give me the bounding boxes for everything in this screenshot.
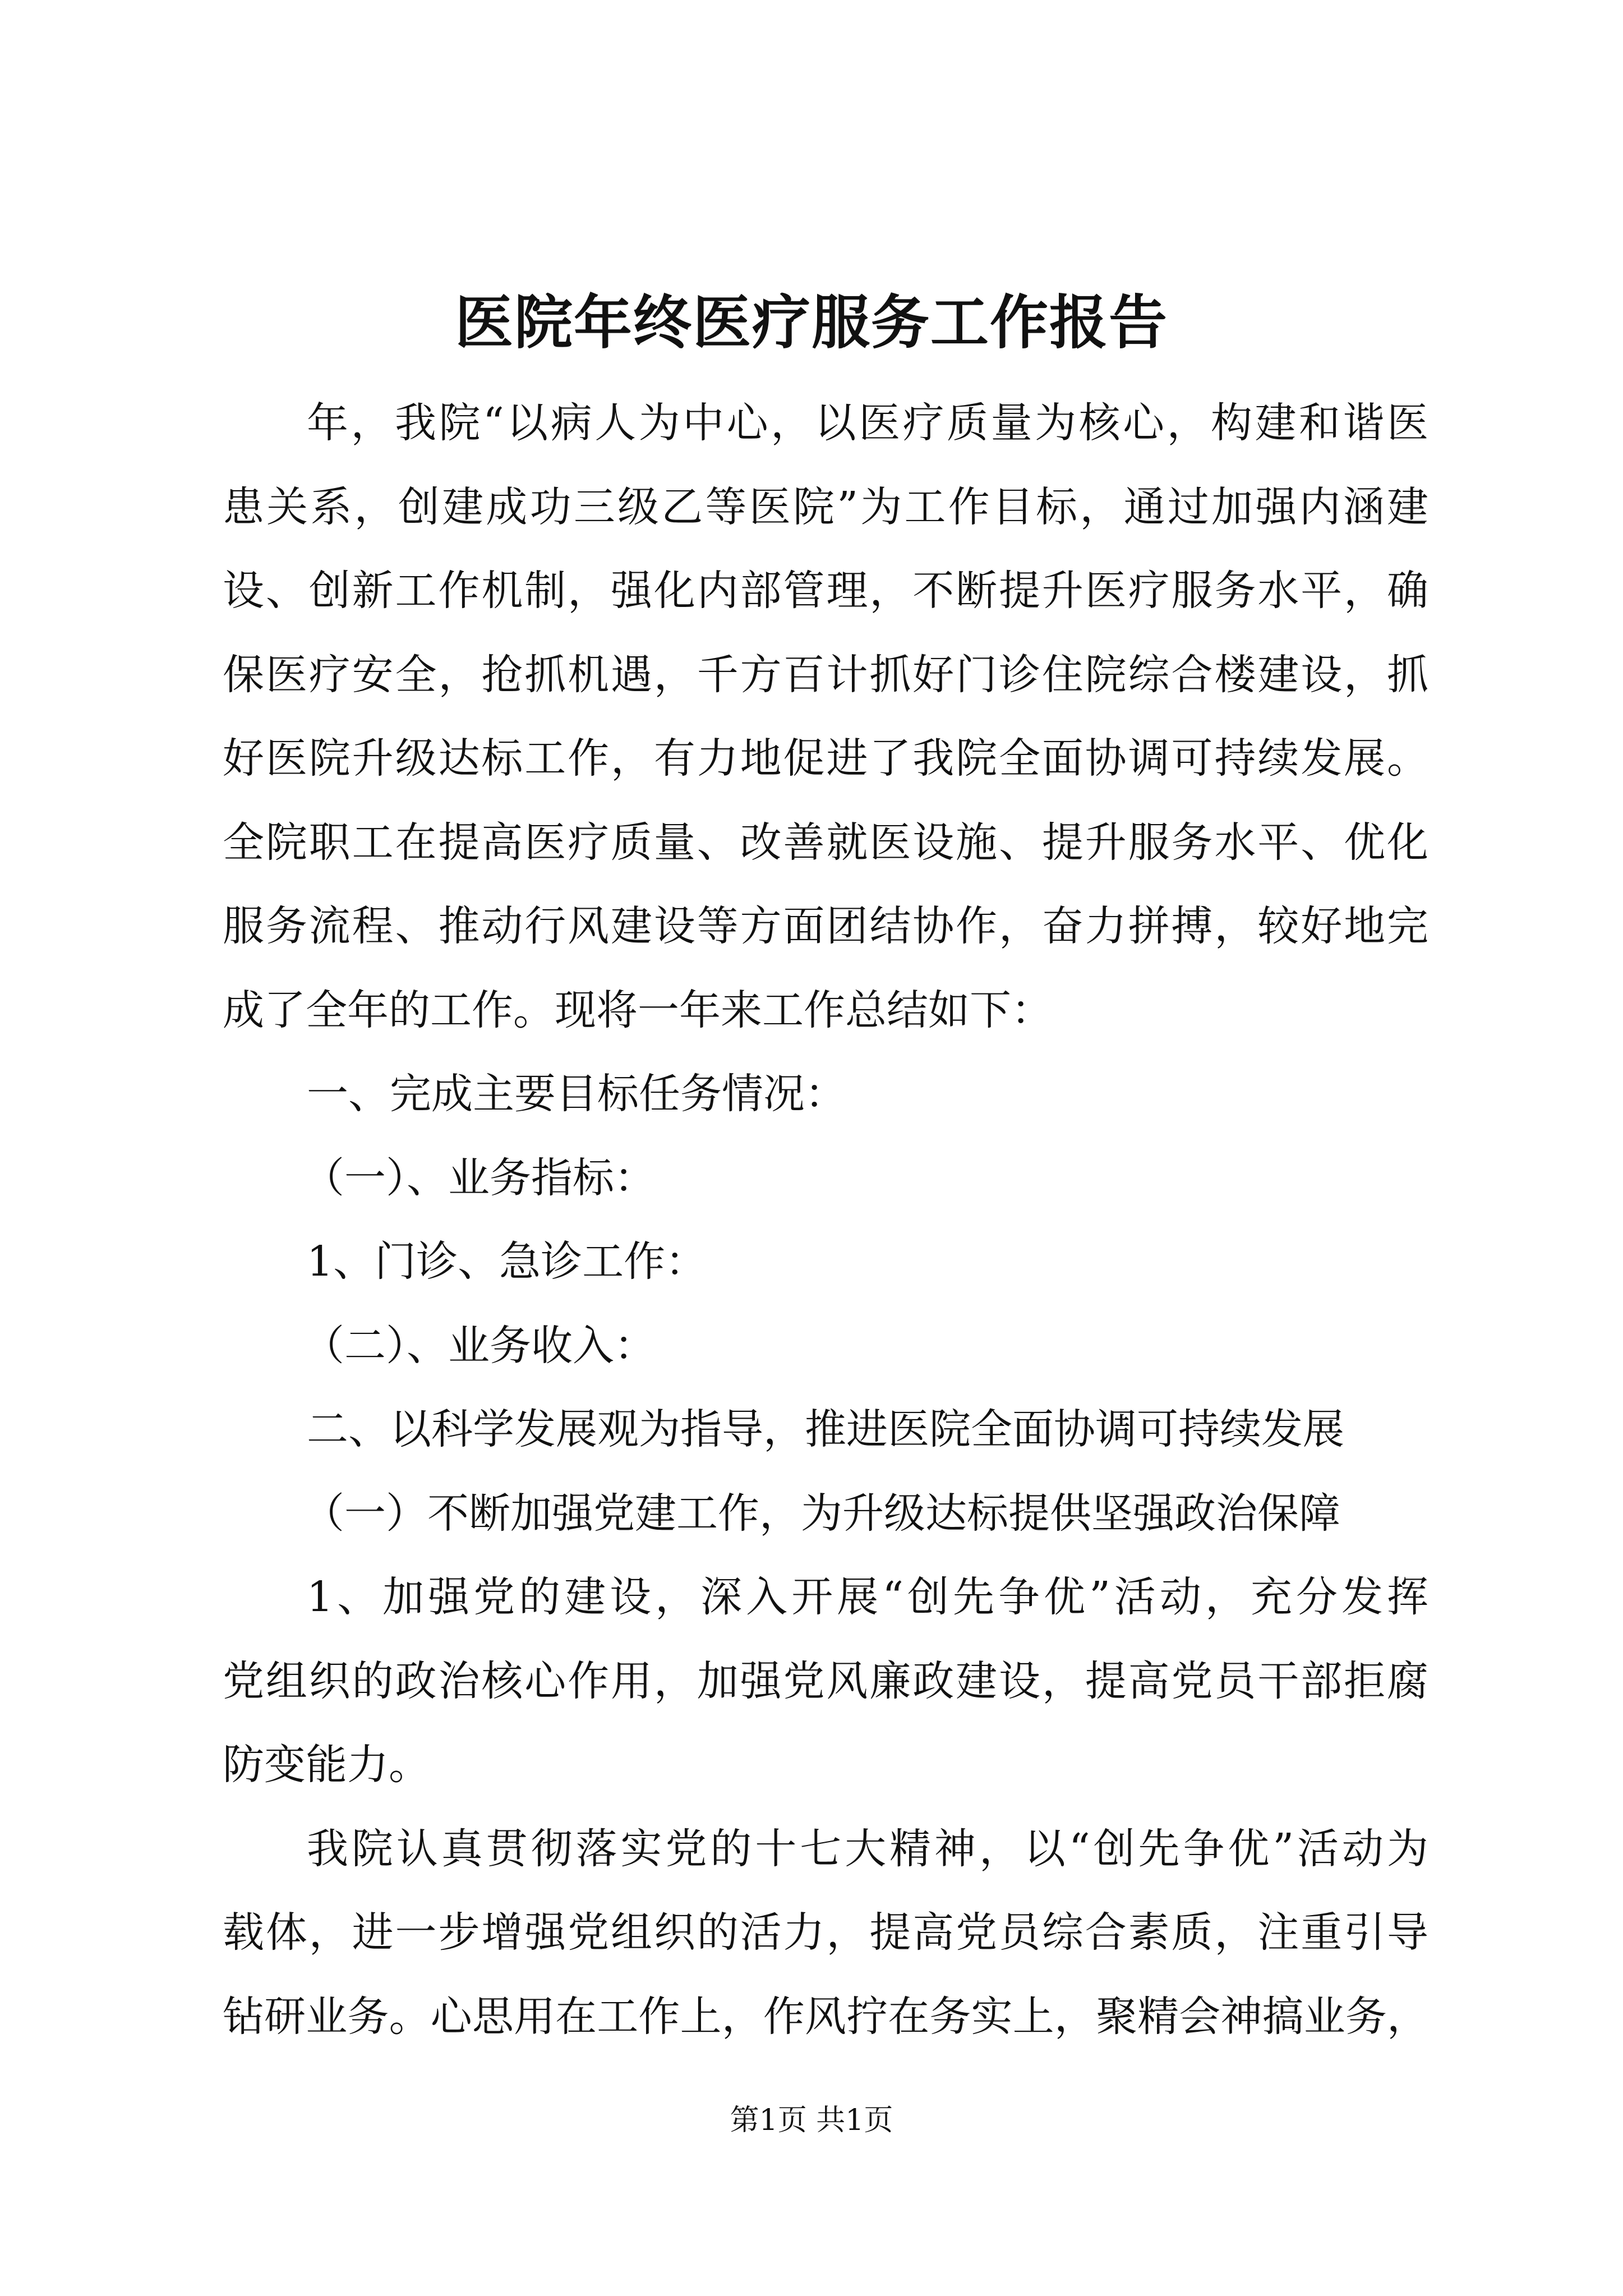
document-title: 医院年终医疗服务工作报告	[454, 288, 1168, 357]
section-heading: 二、以科学发展观为指导，推进医院全面协调可持续发展	[307, 1405, 1344, 1453]
document-body	[223, 381, 1428, 2059]
subsection-heading: （二）、业务收入：	[303, 1321, 656, 1370]
section-heading: 一、完成主要目标任务情况：	[307, 1070, 846, 1118]
paragraph-line: 年，我院“以病人为中心，以医疗质量为核心，构建和谐医	[307, 399, 1428, 447]
paragraph-line: 党组织的政治核心作用，加强党风廉政建设，提高党员干部拒腐	[223, 1657, 1428, 1705]
paragraph-line: 患关系，创建成功三级乙等医院”为工作目标，通过加强内涵建	[223, 482, 1428, 531]
item-heading: 1、门诊、急诊工作：	[307, 1237, 707, 1286]
paragraph-line: 保医疗安全，抢抓机遇，千方百计抓好门诊住院综合楼建设，抓	[223, 650, 1428, 699]
paragraph-line: 服务流程、推动行风建设等方面团结协作，奋力拼搏，较好地完	[223, 902, 1428, 950]
subsection-heading: （一）、业务指标：	[303, 1153, 656, 1202]
paragraph-line: 1、加强党的建设，深入开展“创先争优”活动，充分发挥	[307, 1573, 1428, 1621]
page-footer: 第1页 共1页	[730, 2104, 893, 2137]
paragraph-line: 全院职工在提高医疗质量、改善就医设施、提升服务水平、优化	[223, 818, 1428, 867]
paragraph-line: 钻研业务。心思用在工作上，作风拧在务实上，聚精会神搞业务，	[223, 1992, 1428, 2041]
paragraph-line: 好医院升级达标工作，有力地促进了我院全面协调可持续发展。	[223, 734, 1428, 783]
paragraph-line: 载体，进一步增强党组织的活力，提高党员综合素质，注重引导	[223, 1908, 1428, 1957]
paragraph-line: 防变能力。	[223, 1741, 430, 1789]
paragraph-line: 成了全年的工作。现将一年来工作总结如下：	[223, 986, 1053, 1034]
paragraph-line: 设、创新工作机制，强化内部管理，不断提升医疗服务水平，确	[223, 567, 1428, 615]
paragraph-line: 我院认真贯彻落实党的十七大精神，以“创先争优”活动为	[307, 1824, 1428, 1873]
subsection-heading: （一）不断加强党建工作，为升级达标提供坚强政治保障	[303, 1489, 1340, 1538]
